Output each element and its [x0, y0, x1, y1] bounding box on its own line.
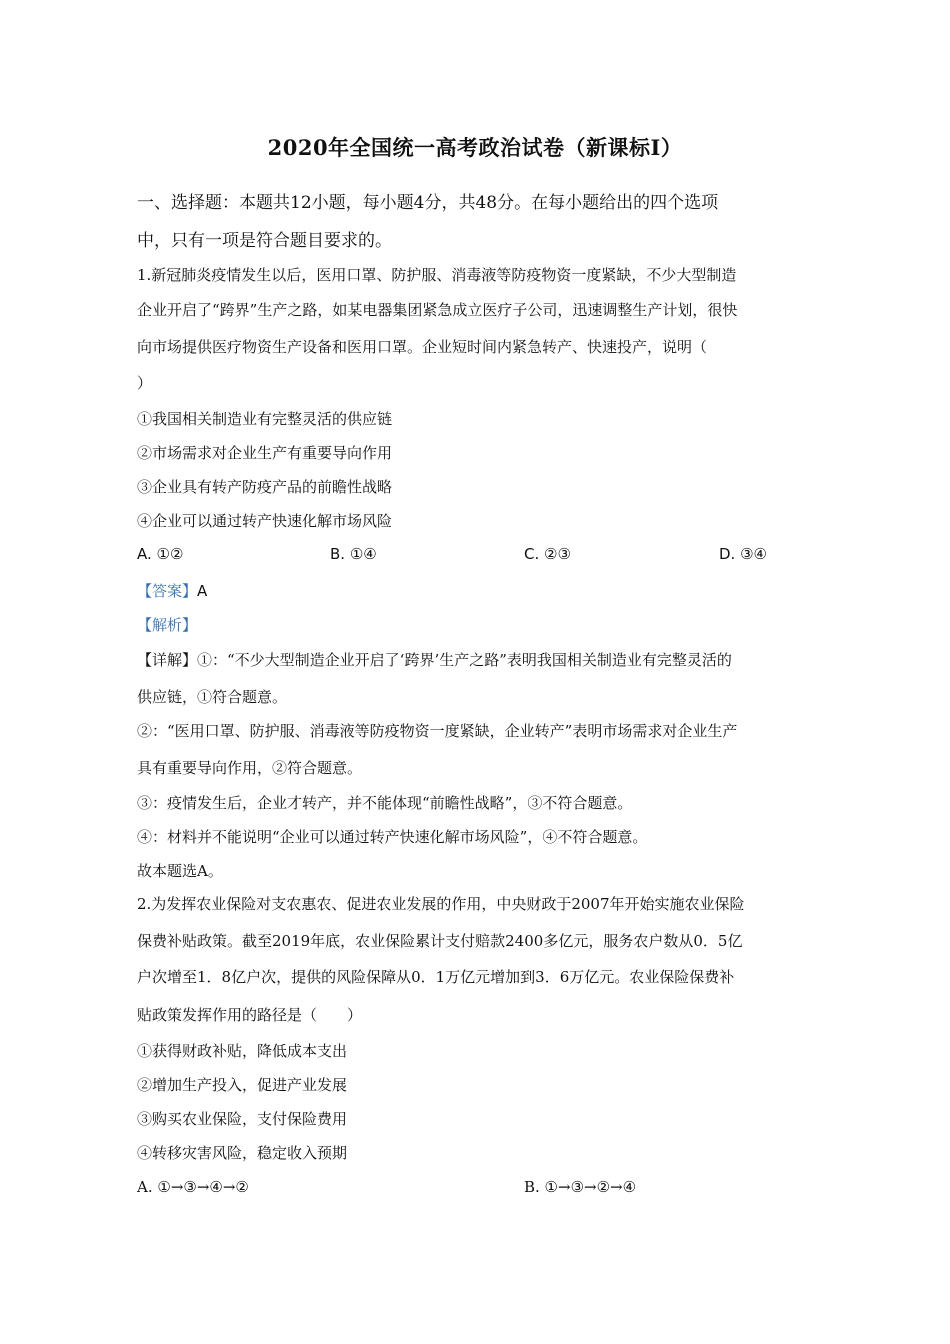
- q1-detail-line-5: ③：疫情发生后，企业才转产，并不能体现“前瞻性战略”，③不符合题意。: [137, 794, 633, 812]
- q2-stem-line-1: 2.为发挥农业保险对支农惠农、促进农业发展的作用，中央财政于2007年开始实施农业保险: [137, 895, 745, 913]
- q1-item-2: ②市场需求对企业生产有重要导向作用: [137, 444, 393, 462]
- q1-detail-line-3: ②：“医用口罩、防护服、消毒液等防疫物资一度紧缺，企业转产”表明市场需求对企业生产: [137, 722, 738, 740]
- q1-detail-line-2: 供应链，①符合题意。: [137, 688, 288, 706]
- q2-item-4: ④转移灾害风险，稳定收入预期: [137, 1144, 348, 1162]
- q2-option-a: A. ①→③→④→②: [137, 1178, 249, 1196]
- q1-detail-line-1: 【详解】①：“不少大型制造企业开启了‘跨界’生产之路”表明我国相关制造业有完整灵活的: [137, 651, 732, 669]
- q1-detail-line-4: 具有重要导向作用，②符合题意。: [137, 759, 363, 777]
- q2-stem-line-4: 贴政策发挥作用的路径是（ ）: [137, 1006, 363, 1024]
- q1-option-d: D. ③④: [719, 545, 767, 563]
- q2-stem-line-3: 户次增至1．8亿户次，提供的风险保障从0．1万亿元增加到3．6万亿元。农业保险保费补: [137, 968, 735, 986]
- q1-item-3: ③企业具有转产防疫产品的前瞻性战略: [137, 478, 393, 496]
- q2-item-2: ②增加生产投入，促进产业发展: [137, 1076, 348, 1094]
- section-intro-line-2: 中，只有一项是符合题目要求的。: [137, 231, 392, 251]
- section-intro-line-1: 一、选择题：本题共12小题，每小题4分，共48分。在每小题给出的四个选项: [137, 193, 719, 213]
- q1-stem-line-3: 向市场提供医疗物资生产设备和医用口罩。企业短时间内紧急转产、快速投产，说明（: [137, 338, 708, 356]
- q1-stem-line-1: 1.新冠肺炎疫情发生以后，医用口罩、防护服、消毒液等防疫物资一度紧缺，不少大型制造: [137, 266, 737, 284]
- q1-item-1: ①我国相关制造业有完整灵活的供应链: [137, 410, 393, 428]
- page-title: 2020年全国统一高考政治试卷（新课标Ⅰ）: [267, 135, 683, 160]
- q1-option-b: B. ①④: [330, 545, 377, 563]
- q1-item-4: ④企业可以通过转产快速化解市场风险: [137, 512, 393, 530]
- analysis-tag: 【解析】: [137, 616, 198, 634]
- q1-answer: [137, 580, 207, 601]
- q1-option-a: A. ①②: [137, 545, 184, 563]
- q1-stem-line-2: 企业开启了“跨界”生产之路，如某电器集团紧急成立医疗子公司，迅速调整生产计划，很快: [137, 301, 738, 319]
- q2-item-3: ③购买农业保险，支付保险费用: [137, 1110, 348, 1128]
- q1-option-c: C. ②③: [524, 545, 571, 563]
- q2-stem-line-2: 保费补贴政策。截至2019年底，农业保险累计支付赔款2400多亿元，服务农户数从0．5亿: [137, 932, 743, 950]
- q1-detail-line-6: ④：材料并不能说明“企业可以通过转产快速化解市场风险”，④不符合题意。: [137, 828, 648, 846]
- answer-value: A: [197, 582, 208, 600]
- q2-option-b: B. ①→③→②→④: [524, 1178, 637, 1196]
- q1-stem-line-4: ）: [137, 374, 153, 392]
- q2-item-1: ①获得财政补贴，降低成本支出: [137, 1042, 348, 1060]
- q1-detail-line-7: 故本题选A。: [137, 862, 223, 880]
- answer-tag: 【答案】: [137, 582, 198, 600]
